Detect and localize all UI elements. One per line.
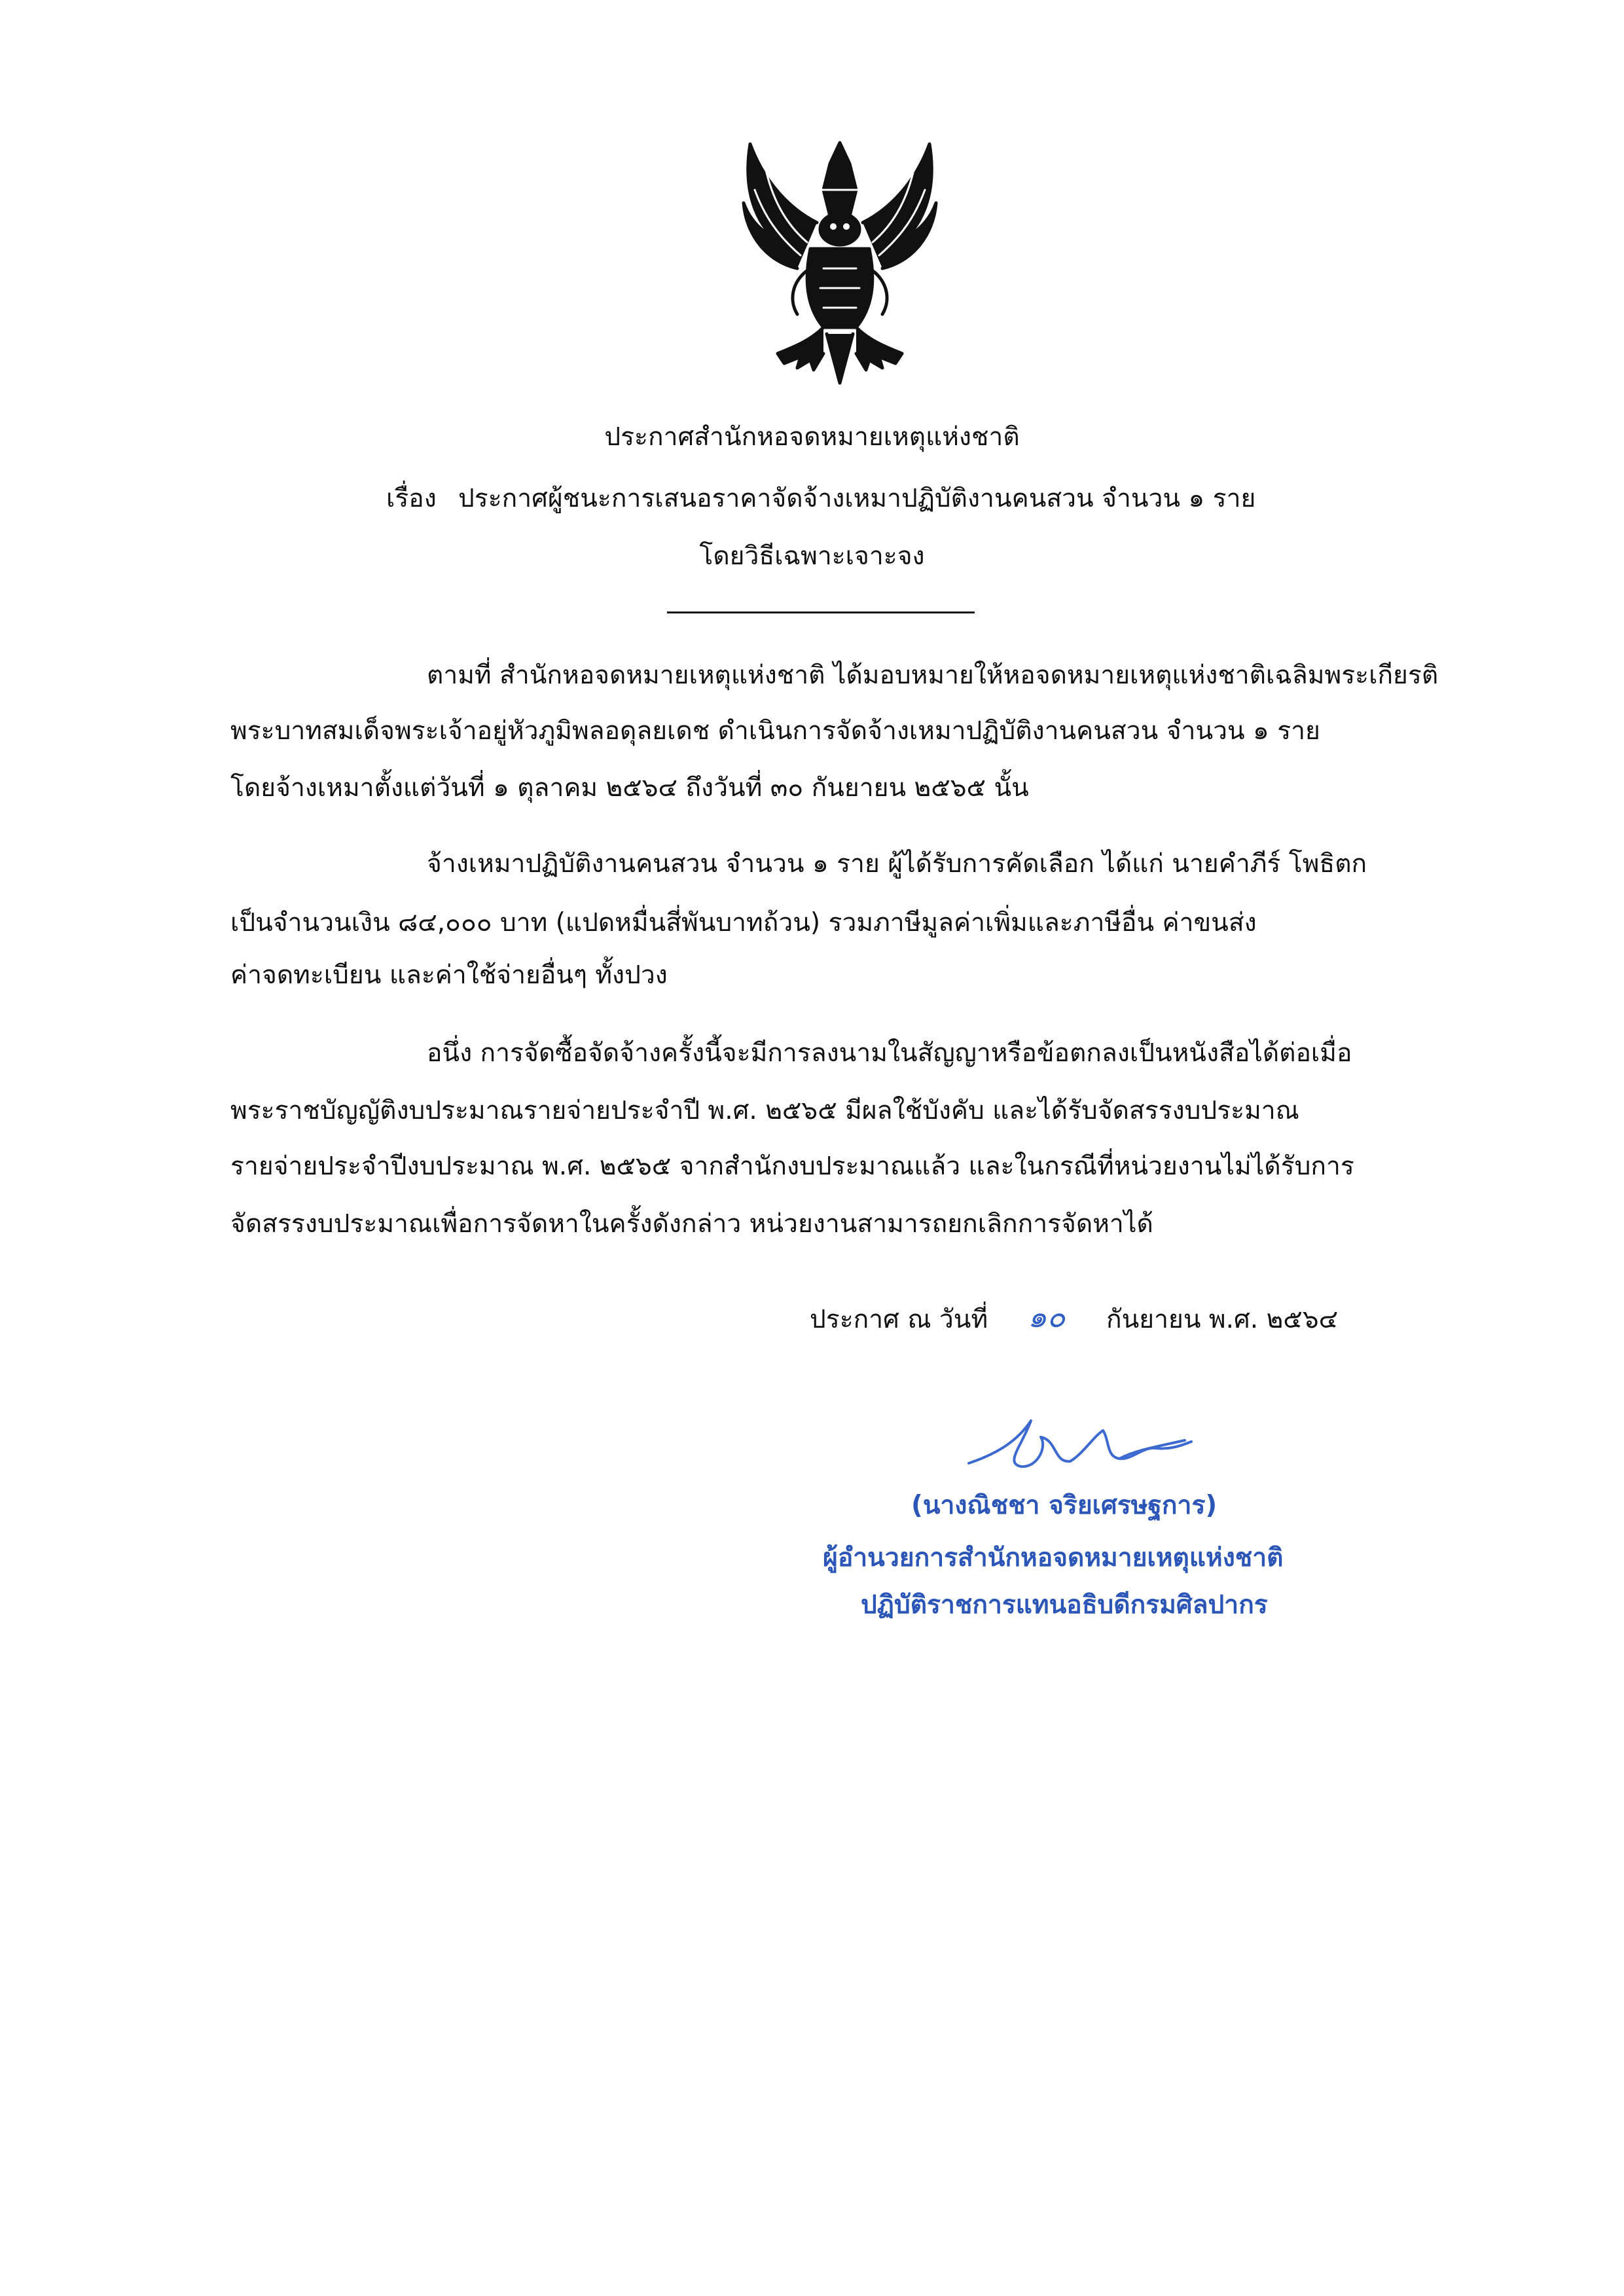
procurement-method: โดยวิธีเฉพาะเจาะจง [699, 541, 925, 571]
header-divider [667, 611, 975, 613]
paragraph-3-line-3: รายจ่ายประจำปีงบประมาณ พ.ศ. ๒๕๖๕ จากสำนักงบประมาณแล้ว และในกรณีที่หน่วยงานไม่ได้รับการ [230, 1152, 1354, 1181]
paragraph-1-line-1: ตามที่ สำนักหอจดหมายเหตุแห่งชาติ ได้มอบหมายให้หอจดหมายเหตุแห่งชาติเฉลิมพระเกียรติ [427, 661, 1439, 690]
garuda-emblem-icon [732, 137, 948, 386]
paragraph-3-line-2: พระราชบัญญัติงบประมาณรายจ่ายประจำปี พ.ศ. ๒๕๖๕ มีผลใช้บังคับ และได้รับจัดสรรงบประมาณ [230, 1096, 1299, 1125]
signatory-position: ผู้อำนวยการสำนักหอจดหมายเหตุแห่งชาติ [823, 1543, 1284, 1573]
signatory-acting-for: ปฏิบัติราชการแทนอธิบดีกรมศิลปากร [861, 1590, 1268, 1620]
paragraph-2-line-1: จ้างเหมาปฏิบัติงานคนสวน จำนวน ๑ ราย ผู้ได้รับการคัดเลือก ได้แก่ นายคำภีร์ โพธิตก [427, 849, 1367, 879]
date-day-handwritten: ๑๐ [1028, 1299, 1066, 1334]
signatory-name: (นางณิชชา จริยเศรษฐการ) [911, 1491, 1218, 1520]
paragraph-2-line-3: ค่าจดทะเบียน และค่าใช้จ่ายอื่นๆ ทั้งปวง [230, 960, 668, 990]
subject-text: ประกาศผู้ชนะการเสนอราคาจัดจ้างเหมาปฏิบัติงานคนสวน จำนวน ๑ ราย [458, 484, 1256, 513]
date-prefix: ประกาศ ณ วันที่ [810, 1305, 988, 1334]
signature-icon [959, 1401, 1208, 1486]
paragraph-1-line-2: พระบาทสมเด็จพระเจ้าอยู่หัวภูมิพลอดุลยเดช ดำเนินการจัดจ้างเหมาปฏิบัติงานคนสวน จำนวน ๑ ราย [230, 716, 1320, 746]
paragraph-3-line-4: จัดสรรงบประมาณเพื่อการจัดหาในครั้งดังกล่าว หน่วยงานสามารถยกเลิกการจัดหาได้ [230, 1209, 1153, 1239]
paragraph-3-line-1: อนึ่ง การจัดซื้อจัดจ้างครั้งนี้จะมีการลงนามในสัญญาหรือข้อตกลงเป็นหนังสือได้ต่อเมื่อ [427, 1038, 1352, 1068]
announcement-title: ประกาศสำนักหอจดหมายเหตุแห่งชาติ [604, 422, 1020, 452]
date-suffix: กันยายน พ.ศ. ๒๕๖๔ [1106, 1305, 1339, 1334]
paragraph-1-line-3: โดยจ้างเหมาตั้งแต่วันที่ ๑ ตุลาคม ๒๕๖๔ ถึงวันที่ ๓๐ กันยายน ๒๕๖๕ นั้น [230, 773, 1029, 803]
subject-label: เรื่อง [386, 484, 437, 513]
paragraph-2-line-2: เป็นจำนวนเงิน ๘๔,๐๐๐ บาท (แปดหมื่นสี่พันบาทถ้วน) รวมภาษีมูลค่าเพิ่มและภาษีอื่น ค่าขนส่ง [230, 908, 1257, 938]
